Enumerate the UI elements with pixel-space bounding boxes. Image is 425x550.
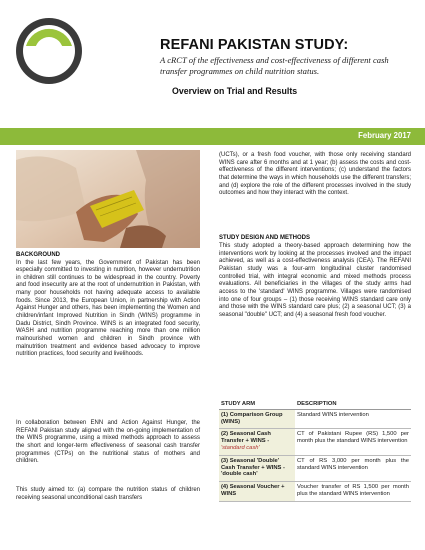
study-arm-cell <box>219 409 295 429</box>
voucher-photo <box>16 150 200 248</box>
background-paragraph-3: This study aimed to: (a) compare the nutrition status of children receiving seasonal unconditional cash transfers <box>16 487 200 501</box>
background-heading: BACKGROUND <box>16 252 60 258</box>
page-subtitle: A cRCT of the effectiveness and cost-effectiveness of different cash transfer programmes on child nutrition status. <box>160 55 389 76</box>
background-paragraph-1: In the last few years, the Government of Pakistan has been especially committed to investing in nutrition, however undernutrition in children still continues to be widespread in the country. Poverty and food insecurity are at the root of undernutrition in Pakistan, with many poor households not having adequate access to available foods. Since 2013, the European Union, in partnership with Action Against Hunger and others, has been implementing the Women and children/infant Improved Nutrition in Sindh (WINS) programme in Dadu District, Sindh Province. WINS is an integrated food security, WASH and nutrition programme reaching more than one million malnourished women and children in Sindh province with malnutrition treatment and evidence based advocacy to improve nutrition practices, food security and livelihoods. <box>16 259 200 358</box>
study-arm-label: (4) Seasonal Voucher + WINS <box>221 484 285 497</box>
description-cell: CT of Pakistani Rupee (RS) 1,500 per month plus the standard WINS intervention <box>295 429 411 455</box>
date-banner <box>0 128 425 145</box>
table-row <box>219 482 411 502</box>
study-arm-note: 'standard cash' <box>221 444 260 451</box>
publication-date: February 2017 <box>358 131 411 140</box>
overview-heading: Overview on Trial and Results <box>172 86 298 96</box>
logo-center <box>35 37 63 65</box>
description-cell: Standard WINS intervention <box>295 409 411 429</box>
study-arm-label: (1) Comparison Group (WINS) <box>221 411 283 425</box>
description-cell: CT of RS 3,000 per month plus the standard WINS intervention <box>295 455 411 481</box>
page-title: REFANI PAKISTAN STUDY: <box>160 37 349 53</box>
table-header-row <box>219 400 411 409</box>
study-design-heading: STUDY DESIGN AND METHODS <box>219 235 311 241</box>
table-row <box>219 409 411 429</box>
table-row <box>219 429 411 455</box>
study-arm-table <box>219 400 411 502</box>
refani-logo <box>14 16 84 86</box>
column-header-study-arm: STUDY ARM <box>219 400 295 409</box>
column-header-description: DESCRIPTION <box>295 400 411 409</box>
background-paragraph-2: In collaboration between ENN and Action Against Hunger, the REFANI Pakistan study aligned with the on-going implementation of the WINS programme, using a mixed methods approach to assess the short and longer-term effectiveness of seasonal cash transfer programmes (CTPs) on the nutritional status of mothers and children. <box>16 420 200 465</box>
study-arm-cell <box>219 482 295 502</box>
study-aims-paragraph: (UCTs), or a fresh food voucher, with those only receiving standard WINS care after 6 months and at 1 year; (b) assess the costs and cost-effectiveness of the different interventions; (c) understand the factors that determine the ways in which households use the different transfers; and (d) explore the role of the different processes involved in the study outcomes and how they interact with the context. <box>219 152 411 197</box>
table-row <box>219 455 411 481</box>
study-arm-label: (2) Seasonal Cash Transfer + WINS - <box>221 431 271 445</box>
description-cell: Voucher transfer of RS 1,500 per month plus the standard WINS intervention <box>295 482 411 502</box>
study-arm-cell <box>219 455 295 481</box>
study-arm-cell <box>219 429 295 455</box>
study-design-paragraph: This study adopted a theory-based approach determining how the interventions work by looking at the processes involved and the impact achieved, as well as a cost-effectiveness analysis (CEA). The REFANI Pakistan study was a four-arm longitudinal cluster randomised controlled trial, with integral economic and mixed methods process evaluations. All beneficiaries in the villages of the study arms had access to the 'standard' WINS programme. Villages were randomised into one of four groups – (1) those receiving WINS standard care only and those with the WINS standard care plus; (2) a seasonal UCT; (3) a seasonal "double" UCT; and (4) a seasonal fresh food voucher. <box>219 243 411 318</box>
study-arm-label: (3) Seasonal 'Double' Cash Transfer + WINS - 'double cash' <box>221 457 285 478</box>
